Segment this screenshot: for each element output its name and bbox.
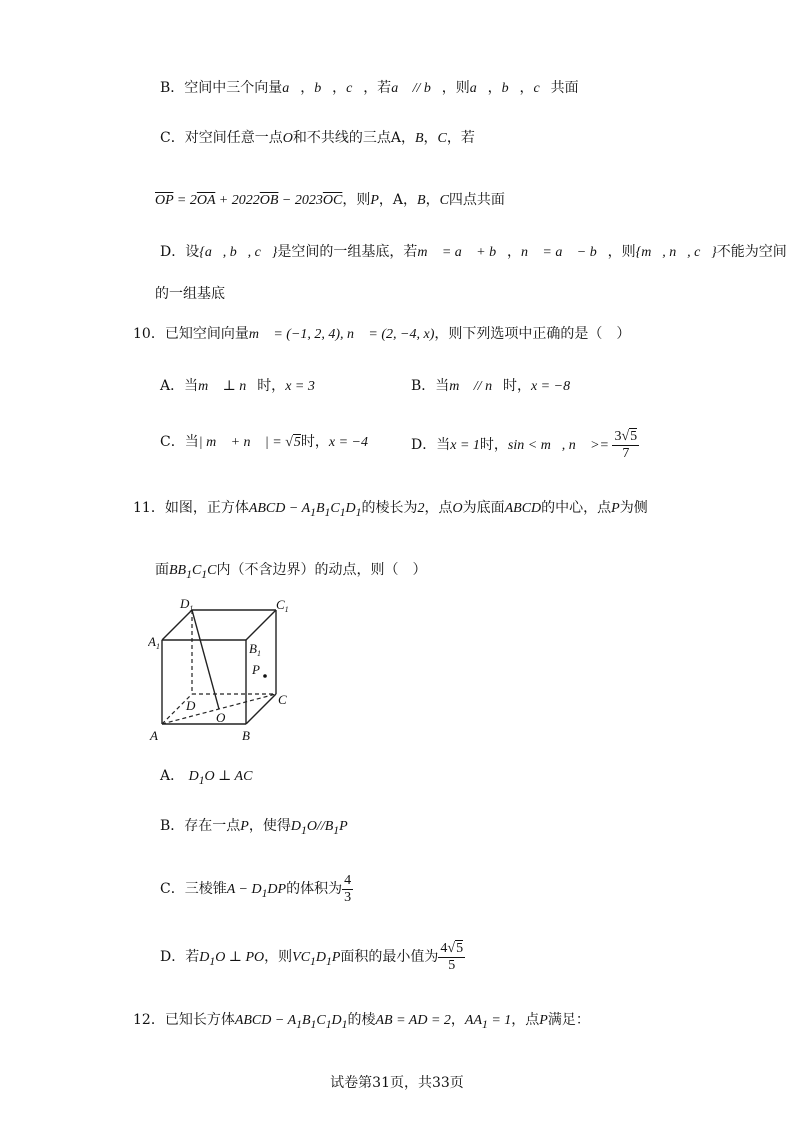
cube-figure <box>148 596 298 746</box>
question-text: 的棱 <box>347 1012 376 1028</box>
vec-m-def: m⃗ = a⃗ + b⃗ <box>417 245 508 260</box>
edge-length: 2 <box>417 501 425 516</box>
option-label: A． <box>160 378 185 394</box>
edge-eq: AB = AD = 2 <box>375 1013 451 1028</box>
vec-c: c⃗ <box>346 81 364 96</box>
base-name: ABCD <box>504 501 542 516</box>
point-a: A <box>390 130 401 146</box>
question-text: 的棱长为 <box>361 500 418 516</box>
question-text: 为底面 <box>462 500 505 516</box>
option-text: 的体积为 <box>286 881 343 897</box>
question-number: 12． <box>133 1012 165 1028</box>
vec-b: b⃗ <box>314 81 333 96</box>
option-text: 三棱锥 <box>184 881 227 897</box>
option-text: 面积的最小值为 <box>340 949 439 965</box>
vec-b: b⃗ <box>501 81 520 96</box>
option-9c: C．对空间任意一点O和不共线的三点A，B，C，若 <box>160 130 475 146</box>
option-label: A． <box>160 768 185 784</box>
fraction: $\frac{4√5}{5}$ <box>440 940 464 973</box>
question-text: 为侧 <box>619 500 648 516</box>
point-c: C <box>439 193 449 208</box>
label-a1: $A_1$ <box>148 634 160 651</box>
point-o: O <box>282 131 293 146</box>
option-10d <box>411 428 639 463</box>
option-9b <box>160 78 579 99</box>
option-text: 当 <box>184 378 199 394</box>
face-name: $BB_1C_1C$ <box>169 563 217 581</box>
question-text: 已知长方体 <box>164 1012 235 1028</box>
question-number: 11． <box>133 500 165 516</box>
perp-expr: m⃗ ⊥ n⃗ <box>198 379 258 394</box>
option-label: D． <box>160 244 186 260</box>
option-text: 时， <box>479 437 508 453</box>
option-10c <box>160 432 368 453</box>
option-label: D． <box>411 437 437 453</box>
option-text: ，则 <box>607 244 636 260</box>
question-text: ， <box>450 1012 465 1028</box>
option-text: 对空间任意一点 <box>184 130 283 146</box>
label-d1: $D_1$ <box>180 596 194 613</box>
question-text: 满足： <box>547 1012 590 1028</box>
option-text: 空间中三个向量 <box>184 80 283 96</box>
parallel-expr: m⃗ // n⃗ <box>449 379 503 394</box>
option-text: ，若 <box>363 80 392 96</box>
option-text: 当 <box>436 437 451 453</box>
option-text: 当 <box>435 378 450 394</box>
option-label: B． <box>160 818 185 834</box>
basis-set-2: {m⃗, n⃗, c⃗} <box>635 245 717 260</box>
option-label: D． <box>160 949 186 965</box>
option-text: 设 <box>185 244 200 260</box>
question-text: 已知空间向量 <box>164 326 249 342</box>
vector-equation: $\overline{OP} = 2\overline{OA} + 2022\overline{OB} - 2023\overline{OC}$ <box>155 193 343 208</box>
question-11-line2 <box>155 560 426 585</box>
question-10 <box>133 324 630 345</box>
parallel-statement: $D_1O//B_1P$ <box>290 819 348 837</box>
question-text: ，点 <box>424 500 453 516</box>
option-text: 时， <box>257 378 286 394</box>
option-label: B． <box>160 80 185 96</box>
option-10a <box>160 376 315 397</box>
option-11d <box>160 940 465 979</box>
perp-statement: $D_1O$ ⊥ AC <box>188 769 253 787</box>
question-text: 内（不含边界）的动点，则（ ） <box>216 562 427 578</box>
label-b1: $B_1$ <box>249 641 261 658</box>
option-text: ，则 <box>264 949 293 965</box>
point-p: P <box>240 819 249 834</box>
option-text: 若 <box>185 949 200 965</box>
question-number: 10． <box>133 326 165 342</box>
point-p-dot <box>263 674 267 678</box>
point-b: B <box>414 131 424 146</box>
option-label: B． <box>411 378 436 394</box>
question-text: 面 <box>155 562 169 578</box>
fraction: $\frac{3√5}{7}$ <box>614 428 638 461</box>
option-text: 时， <box>502 378 531 394</box>
option-9d: D．设{a⃗, b⃗, c⃗}是空间的一组基底，若m⃗ = a⃗ + b⃗，n⃗ = a⃗ − b⃗，则{m⃗, n⃗, c⃗}不能为空间 <box>160 244 787 260</box>
option-equation: x = 3 <box>285 379 315 394</box>
perp-statement: $D_1O$ ⊥ PO <box>199 950 265 968</box>
question-text: ，则下列选项中正确的是（ ） <box>434 326 631 342</box>
vec-c: c⃗ <box>533 81 551 96</box>
page-footer: 试卷第31页，共33页 <box>330 1075 464 1091</box>
option-text: 不能为空间 <box>716 244 787 260</box>
sep: ， <box>519 80 534 96</box>
cube-name: ABCD − $A_1B_1C_1D_1$ <box>248 501 362 519</box>
point-p: P <box>611 501 620 516</box>
option-text: ，则 <box>342 192 371 208</box>
vec-a: a⃗ <box>282 81 301 96</box>
question-text: ，点 <box>511 1012 540 1028</box>
fraction: $\frac{4}{3}$ <box>344 872 352 905</box>
option-text: 当 <box>184 434 199 450</box>
point-p: P <box>370 193 379 208</box>
label-d: D <box>186 698 196 713</box>
label-c1: $C_1$ <box>276 597 289 614</box>
question-11 <box>133 498 648 523</box>
point-b: B <box>417 193 426 208</box>
option-text: ，若 <box>446 130 475 146</box>
point-p: P <box>539 1013 548 1028</box>
label-p: P <box>252 662 260 677</box>
option-11a <box>160 766 252 791</box>
vec-n-def: n⃗ = a⃗ − b⃗ <box>521 245 608 260</box>
label-a: A <box>150 728 158 743</box>
option-text: 存在一点 <box>184 818 241 834</box>
sep: ， <box>332 80 347 96</box>
sep: ， <box>487 80 502 96</box>
edge-a1d1 <box>162 610 192 640</box>
point-o: O <box>452 501 463 516</box>
question-12 <box>133 1010 590 1035</box>
option-text: ，则 <box>441 80 470 96</box>
edge-bc <box>246 694 276 724</box>
option-text: 是空间的一组基底，若 <box>277 244 418 260</box>
triangle-name: $VC_1D_1P$ <box>292 950 341 968</box>
option-equation: x = −4 <box>328 435 368 450</box>
option-text: 和不共线的三点 <box>292 130 391 146</box>
option-text: 四点共面 <box>448 192 505 208</box>
option-text: ，使得 <box>248 818 291 834</box>
norm-expr: | m⃗ + n⃗ | = √5 <box>198 435 301 450</box>
question-text: 的中心，点 <box>541 500 612 516</box>
option-text: 时， <box>300 434 329 450</box>
sin-expr: sin < m⃗, n⃗ >= <box>507 438 613 453</box>
option-label: C． <box>160 434 185 450</box>
point-c: C <box>437 131 447 146</box>
vector-defs: m⃗ = (−1, 2, 4), n⃗ = (2, −4, x) <box>248 327 435 342</box>
label-b: B <box>242 728 250 743</box>
sep: ， <box>300 80 315 96</box>
label-o: O <box>216 710 226 725</box>
option-9d-line2: 的一组基底 <box>155 286 225 302</box>
x-eq: x = 1 <box>450 438 480 453</box>
option-11b <box>160 816 348 841</box>
basis-set: {a⃗, b⃗, c⃗} <box>199 245 278 260</box>
option-equation: x = −8 <box>530 379 571 394</box>
option-label: C． <box>160 130 185 146</box>
edge-eq-2: $AA_1 = 1$ <box>464 1013 512 1031</box>
vec-a: a⃗ <box>469 81 488 96</box>
option-text: 共面 <box>550 80 579 96</box>
option-label: C． <box>160 881 185 897</box>
option-9c-equation: $\overline{OP} = 2\overline{OA} + 2022\overline{OB} - 2023\overline{OC}$，则P，A，B，C四点共面 <box>155 192 505 208</box>
edge-b1c1 <box>246 610 276 640</box>
parallel-expr: a⃗ // b⃗ <box>391 81 442 96</box>
pyramid-name: $A - D_1DP$ <box>226 882 287 900</box>
label-c: C <box>278 692 287 707</box>
option-11c <box>160 872 353 911</box>
question-text: 如图，正方体 <box>164 500 249 516</box>
cuboid-name: ABCD − $A_1B_1C_1D_1$ <box>234 1013 348 1031</box>
option-10b <box>411 376 570 397</box>
